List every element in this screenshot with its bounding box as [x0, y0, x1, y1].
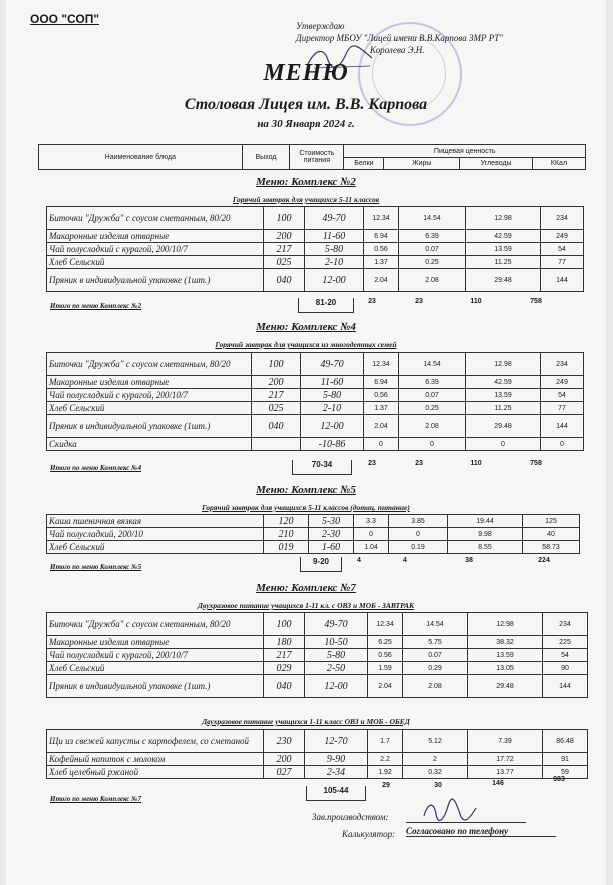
dish-cost: 2-10: [301, 402, 364, 415]
dish-carbs: 11.25: [466, 256, 541, 269]
col-carbs: Углеводы: [460, 158, 533, 170]
dish-protein: 3.3: [354, 515, 389, 528]
dish-kcal: 144: [541, 269, 584, 292]
dish-name: Макаронные изделия отварные: [47, 230, 264, 243]
dish-cost: 2-50: [305, 662, 368, 675]
dish-kcal: 77: [541, 256, 584, 269]
table-row: [47, 541, 580, 554]
dish-yield: 217: [264, 649, 305, 662]
total-protein: 23: [368, 460, 376, 467]
col-kcal: ККал: [532, 158, 585, 170]
total-kcal: 224: [538, 557, 550, 564]
organization-name: ООО "СОП": [30, 12, 100, 26]
total-cost: 70-34: [292, 460, 352, 475]
director-title: Директор МБОУ "Лицей имени В.В.Карпова ЗМР РТ": [296, 33, 503, 43]
dish-cost: 49-70: [301, 353, 364, 376]
section-subtitle: Двухразовое питание учащихся 1-11 класс ОВЗ и МОБ - ОБЕД: [202, 717, 410, 726]
dish-protein: 1.59: [368, 662, 403, 675]
dish-carbs: 38.32: [468, 636, 543, 649]
dish-fat: 0.07: [399, 243, 466, 256]
dish-cost: 12-00: [301, 415, 364, 438]
dish-name: Хлеб Сельский: [47, 402, 252, 415]
dish-name: Хлеб Сельский: [47, 662, 264, 675]
dish-carbs: 7.39: [468, 730, 543, 753]
dish-carbs: 13.05: [468, 662, 543, 675]
dish-fat: 5.75: [403, 636, 468, 649]
dish-fat: 14.54: [399, 353, 466, 376]
dish-kcal: 58.73: [523, 541, 580, 554]
table-row: [47, 766, 588, 779]
dish-fat: 3.85: [389, 515, 448, 528]
dish-kcal: 234: [541, 207, 584, 230]
dish-fat: 0.07: [399, 389, 466, 402]
table-row: [47, 438, 584, 451]
dish-cost: 2-30: [309, 528, 354, 541]
dish-carbs: 0: [466, 438, 541, 451]
total-carbs: 38: [465, 557, 473, 564]
dish-name: Скидка: [47, 438, 252, 451]
dish-kcal: 144: [541, 415, 584, 438]
dish-protein: 1.04: [354, 541, 389, 554]
dish-name: Каша пшеничная вязкая: [47, 515, 264, 528]
dish-name: Биточки "Дружба" с соусом сметанным, 80/20: [47, 353, 252, 376]
dish-carbs: 12.98: [468, 613, 543, 636]
dish-fat: 0.07: [403, 649, 468, 662]
table-row: [47, 636, 588, 649]
dish-kcal: 91: [543, 753, 588, 766]
dish-carbs: 42.59: [466, 230, 541, 243]
dish-kcal: 90: [543, 662, 588, 675]
dish-protein: 1.92: [368, 766, 403, 779]
table-row: [47, 389, 584, 402]
dish-yield: 100: [264, 613, 305, 636]
table-row: [47, 528, 580, 541]
table-row: [47, 269, 584, 292]
page-title: МЕНЮ: [263, 60, 349, 86]
dish-yield: 029: [264, 662, 305, 675]
dish-fat: 2.08: [403, 675, 468, 698]
dish-kcal: 54: [541, 389, 584, 402]
section-subtitle: Горячий завтрак для учащихся 5-11 классов (дотац. питание): [202, 503, 410, 512]
col-protein: Белки: [344, 158, 384, 170]
director-name: Королева Э.Н.: [370, 45, 425, 55]
dish-cost: 5-80: [305, 243, 364, 256]
dish-fat: 2.08: [399, 415, 466, 438]
menu-table-7-breakfast: [46, 612, 588, 698]
dish-name: Макаронные изделия отварные: [47, 376, 252, 389]
dish-protein: 0.56: [364, 389, 399, 402]
dish-fat: 0.19: [389, 541, 448, 554]
dish-carbs: 12.98: [466, 353, 541, 376]
dish-fat: 0.25: [399, 256, 466, 269]
total-fat: 23: [415, 460, 423, 467]
menu-document: [6, 0, 606, 885]
dish-name: Кофейный напиток с молоком: [47, 753, 264, 766]
dish-kcal: 234: [543, 613, 588, 636]
dish-cost: 49-70: [305, 613, 368, 636]
dish-protein: 0: [354, 528, 389, 541]
table-row: [47, 753, 588, 766]
dish-cost: 5-80: [301, 389, 364, 402]
table-row: [47, 730, 588, 753]
dish-fat: 2: [403, 753, 468, 766]
dish-protein: 12.34: [364, 353, 399, 376]
total-kcal: 983: [553, 776, 565, 783]
dish-kcal: 234: [541, 353, 584, 376]
dish-protein: 2.04: [364, 269, 399, 292]
dish-kcal: 225: [543, 636, 588, 649]
dish-fat: 0.32: [403, 766, 468, 779]
dish-name: Пряник в индивидуальной упаковке (1шт.): [47, 415, 252, 438]
table-row: [47, 402, 584, 415]
table-row: [47, 649, 588, 662]
total-cost: 105-44: [306, 786, 366, 801]
col-fat: Жиры: [384, 158, 460, 170]
dish-protein: 12.34: [364, 207, 399, 230]
section-subtitle: Горячий завтрак для учащихся из многодетных семей: [215, 340, 397, 349]
dish-name: Пряник в индивидуальной упаковке (1шт.): [47, 269, 264, 292]
approval-label: Утверждаю: [296, 21, 345, 31]
dish-fat: 6.39: [399, 230, 466, 243]
dish-yield: 200: [252, 376, 301, 389]
dish-kcal: 249: [541, 230, 584, 243]
dish-yield: 210: [264, 528, 309, 541]
dish-carbs: 12.98: [466, 207, 541, 230]
dish-cost: 1-60: [309, 541, 354, 554]
total-kcal: 758: [530, 298, 542, 305]
dish-cost: 11-60: [301, 376, 364, 389]
dish-cost: 2-34: [305, 766, 368, 779]
dish-fat: 5.12: [403, 730, 468, 753]
menu-table-4: [46, 352, 584, 451]
total-protein: 29: [382, 782, 390, 789]
calculator-label: Калькулятор:: [342, 829, 396, 839]
dish-kcal: 40: [523, 528, 580, 541]
dish-carbs: 42.59: [466, 376, 541, 389]
col-nutrition: Пищевая ценность: [344, 145, 586, 158]
section-title: Меню: Комплекс №7: [256, 582, 356, 594]
dish-name: Чай полусладкий, 200/10: [47, 528, 264, 541]
section-subtitle: Двухразовое питание учащихся 1-11 кл. с ОВЗ и МОБ - ЗАВТРАК: [197, 601, 415, 610]
menu-table-7-lunch: [46, 729, 588, 779]
dish-kcal: 249: [541, 376, 584, 389]
dish-name: Макаронные изделия отварные: [47, 636, 264, 649]
table-row: [47, 675, 588, 698]
dish-yield: 027: [264, 766, 305, 779]
dish-carbs: 29.48: [466, 415, 541, 438]
dish-protein: 2.04: [368, 675, 403, 698]
dish-cost: 5-30: [309, 515, 354, 528]
total-carbs: 110: [470, 460, 482, 467]
total-kcal: 758: [530, 460, 542, 467]
total-fat: 30: [434, 782, 442, 789]
dish-yield: 200: [264, 230, 305, 243]
dish-protein: 1.37: [364, 256, 399, 269]
dish-kcal: 54: [543, 649, 588, 662]
dish-name: Чай полусладкий с курагой, 200/10/7: [47, 389, 252, 402]
dish-yield: 040: [264, 269, 305, 292]
dish-fat: 0.25: [399, 402, 466, 415]
dish-carbs: 11.25: [466, 402, 541, 415]
dish-carbs: 29.48: [468, 675, 543, 698]
calculator-value: Согласовано по телефону: [406, 826, 556, 837]
col-dish: Наименование блюда: [39, 145, 243, 170]
dish-kcal: 54: [541, 243, 584, 256]
total-fat: 4: [403, 557, 407, 564]
dish-protein: 12.34: [368, 613, 403, 636]
col-cost: Стоимость питания: [290, 145, 344, 170]
total-protein: 23: [368, 298, 376, 305]
total-label: Итого по меню Комплекс №7: [50, 795, 142, 803]
dish-cost: 12-70: [305, 730, 368, 753]
dish-yield: 230: [264, 730, 305, 753]
dish-cost: 11-60: [305, 230, 364, 243]
dish-yield: 100: [252, 353, 301, 376]
dish-protein: 2.04: [364, 415, 399, 438]
dish-yield: 217: [264, 243, 305, 256]
total-protein: 4: [357, 557, 361, 564]
dish-name: Хлеб Сельский: [47, 541, 264, 554]
dish-cost: 12-00: [305, 269, 364, 292]
dish-protein: 6.25: [368, 636, 403, 649]
dish-kcal: 77: [541, 402, 584, 415]
dish-carbs: 9.98: [448, 528, 523, 541]
total-label: Итого по меню Комплекс №2: [50, 302, 142, 310]
production-signature: [420, 798, 480, 824]
table-row: [47, 515, 580, 528]
table-row: [47, 662, 588, 675]
production-manager-label: Зав.производством:: [312, 812, 389, 822]
dish-fat: 14.54: [399, 207, 466, 230]
dish-fat: 0: [389, 528, 448, 541]
dish-fat: 6.39: [399, 376, 466, 389]
dish-cost: 9-90: [305, 753, 368, 766]
dish-yield: 120: [264, 515, 309, 528]
section-title: Меню: Комплекс №5: [256, 484, 356, 496]
table-row: [47, 415, 584, 438]
col-yield: Выход: [242, 145, 290, 170]
dish-yield: 217: [252, 389, 301, 402]
dish-name: Щи из свежей капусты с картофелем, со сметаной: [47, 730, 264, 753]
dish-kcal: 59: [543, 766, 588, 779]
section-subtitle: Горячий завтрак для учащихся 5-11 классов: [232, 195, 380, 204]
dish-name: Хлеб целебный ржаной: [47, 766, 264, 779]
dish-carbs: 19.44: [448, 515, 523, 528]
dish-yield: 019: [264, 541, 309, 554]
table-row: [47, 353, 584, 376]
total-cost: 9-20: [300, 557, 342, 572]
dish-kcal: 0: [541, 438, 584, 451]
column-header-table: [38, 144, 586, 170]
dish-yield: 180: [264, 636, 305, 649]
dish-protein: 2.2: [368, 753, 403, 766]
dish-name: Хлеб Сельский: [47, 256, 264, 269]
table-row: [47, 376, 584, 389]
total-label: Итого по меню Комплекс №4: [50, 464, 142, 472]
dish-carbs: 17.72: [468, 753, 543, 766]
dish-fat: 14.54: [403, 613, 468, 636]
dish-fat: 0: [399, 438, 466, 451]
canteen-name: Столовая Лицея им. В.В. Карпова: [184, 96, 428, 113]
dish-yield: 040: [252, 415, 301, 438]
dish-yield: 025: [252, 402, 301, 415]
menu-table-5: [46, 514, 580, 554]
dish-name: Чай полусладкий с курагой, 200/10/7: [47, 243, 264, 256]
table-row: [47, 243, 584, 256]
dish-name: Чай полусладкий с курагой, 200/10/7: [47, 649, 264, 662]
dish-cost: 12-00: [305, 675, 368, 698]
table-row: [47, 230, 584, 243]
dish-name: Биточки "Дружба" с соусом сметанным, 80/20: [47, 613, 264, 636]
section-title: Меню: Комплекс №4: [256, 321, 356, 333]
dish-yield: [252, 438, 301, 451]
dish-yield: 025: [264, 256, 305, 269]
dish-protein: 6.94: [364, 230, 399, 243]
total-fat: 23: [415, 298, 423, 305]
dish-cost: -10-86: [301, 438, 364, 451]
total-carbs: 110: [470, 298, 482, 305]
dish-yield: 040: [264, 675, 305, 698]
dish-fat: 2.08: [399, 269, 466, 292]
dish-carbs: 8.55: [448, 541, 523, 554]
total-carbs: 146: [492, 780, 504, 787]
section-title: Меню: Комплекс №2: [256, 176, 356, 188]
dish-protein: 0: [364, 438, 399, 451]
dish-cost: 49-70: [305, 207, 364, 230]
table-row: [47, 207, 584, 230]
dish-protein: 6.94: [364, 376, 399, 389]
dish-name: Биточки "Дружба" с соусом сметанным, 80/20: [47, 207, 264, 230]
dish-carbs: 29.48: [466, 269, 541, 292]
dish-cost: 2-10: [305, 256, 364, 269]
dish-protein: 1.7: [368, 730, 403, 753]
dish-yield: 100: [264, 207, 305, 230]
dish-protein: 1.37: [364, 402, 399, 415]
dish-kcal: 144: [543, 675, 588, 698]
dish-carbs: 13.59: [466, 389, 541, 402]
menu-table-2: [46, 206, 584, 292]
dish-protein: 0.56: [364, 243, 399, 256]
dish-cost: 5-80: [305, 649, 368, 662]
dish-kcal: 125: [523, 515, 580, 528]
dish-carbs: 13.77: [468, 766, 543, 779]
table-row: [47, 613, 588, 636]
total-cost: 81-20: [298, 298, 354, 313]
dish-carbs: 13.59: [466, 243, 541, 256]
dish-name: Пряник в индивидуальной упаковке (1шт.): [47, 675, 264, 698]
total-label: Итого по меню Комплекс №5: [50, 563, 142, 571]
menu-date: на 30 Января 2024 г.: [257, 118, 355, 130]
dish-kcal: 86.48: [543, 730, 588, 753]
table-row: [47, 256, 584, 269]
dish-cost: 10-50: [305, 636, 368, 649]
dish-protein: 0.56: [368, 649, 403, 662]
dish-yield: 200: [264, 753, 305, 766]
dish-fat: 0.29: [403, 662, 468, 675]
dish-carbs: 13.59: [468, 649, 543, 662]
